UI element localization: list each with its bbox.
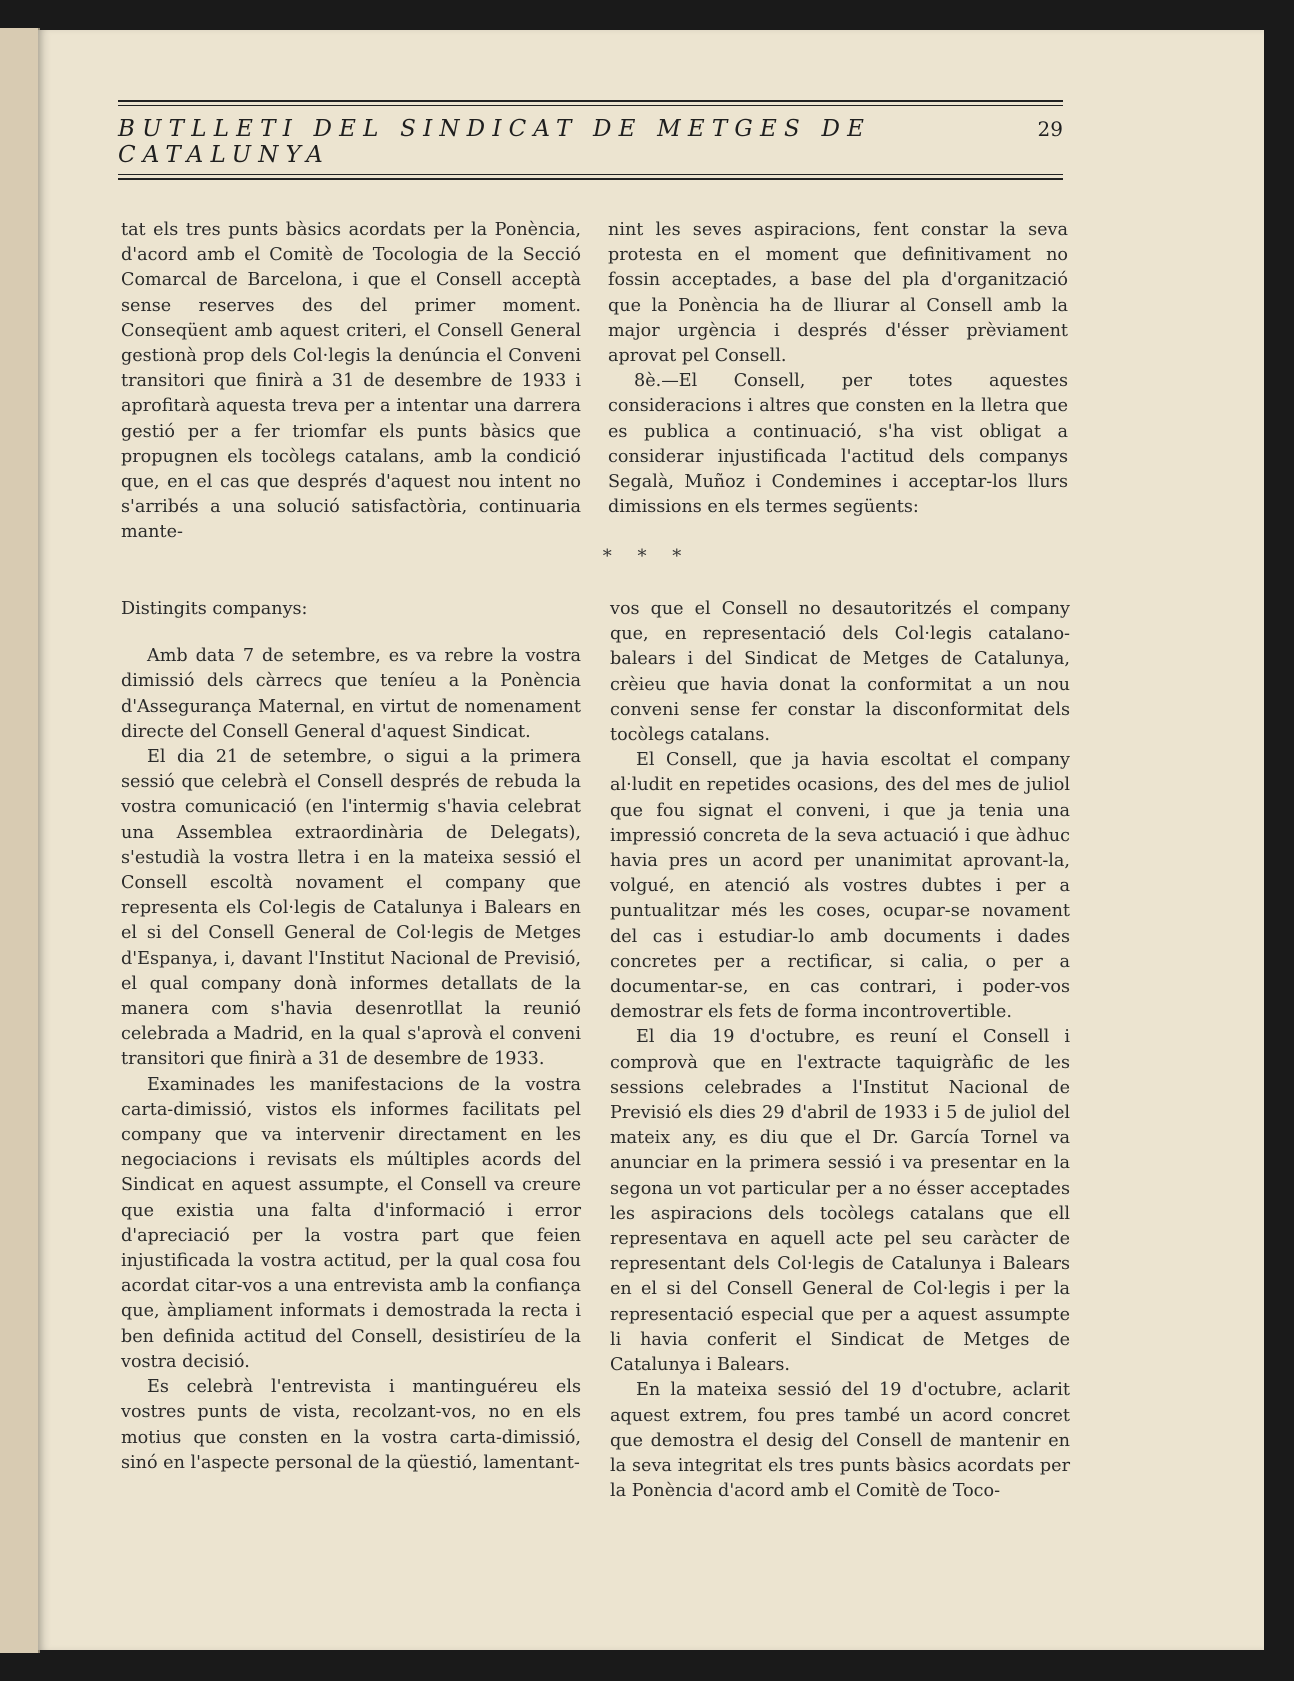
letter-column-left bbox=[121, 597, 581, 1476]
paragraph: vos que el Consell no desautoritzés el company que, en representació dels Col·legis catalano-balears i del Sindicat de Metges de Catalunya, crèieu que havia donat la conformitat a un nou conveni sense fer constar la disconformitat dels tocòlegs catalans. bbox=[610, 599, 1070, 746]
page-number: 29 bbox=[1037, 117, 1063, 141]
paragraph: nint les seves aspiracions, fent constar la seva protesta en el moment que definitivament no fossin acceptades, a base del pla d'organització que la Ponència ha de lliurar al Consell amb la major urgència i després d'ésser prèviament aprovat pel Consell. bbox=[608, 220, 1068, 367]
top-column-right bbox=[608, 218, 1068, 520]
header-rule-top bbox=[118, 100, 1063, 102]
header-rule-top-thin bbox=[118, 105, 1063, 106]
paragraph: Es celebrà l'entrevista i mantinguéreu els vostres punts de vista, recolzant-vos, no en els motius que consten en la vostra carta-dimissió, sinó en l'aspecte personal de la qüestió, lamentant- bbox=[121, 1377, 581, 1473]
facing-page-edge bbox=[0, 28, 40, 1653]
running-title-row bbox=[118, 116, 1063, 168]
paragraph: Amb data 7 de setembre, es va rebre la vostra dimissió dels càrrecs que teníeu a la Ponència d'Assegurança Maternal, en virtut de nomenament directe del Consell General d'aquest Sindicat. bbox=[121, 646, 581, 742]
paragraph: 8è.—El Consell, per totes aquestes consideracions i altres que consten en la lletra que es publica a continuació, s'ha vist obligat a considerar injustificada l'actitud dels companys Segalà, Muñoz i Condemines i acceptar-los llurs dimissions en els termes següents: bbox=[608, 371, 1068, 518]
running-header bbox=[118, 100, 1063, 180]
paragraph: Examinades les manifestacions de la vostra carta-dimissió, vistos els informes facilitats pel company que va intervenir directament en les negociacions i revisats els múltiples acords del Sindicat en aquest assumpte, el Consell va creure que existia una falta d'informació i error d'apreciació per la vostra part que feien injustificada la vostra actitud, per la qual cosa fou acordat citar-vos a una entrevista amb la confiança que, àmpliament informats i demostrada la recta i ben definida actitud del Consell, desistiríeu de la vostra decisió. bbox=[121, 1074, 581, 1372]
paragraph: En la mateixa sessió del 19 d'octubre, aclarit aquest extrem, fou pres també un acord concret que demostra el desig del Consell de mantenir en la seva integritat els tres punts bàsics acordats per la Ponència d'acord amb el Comitè de Toco- bbox=[610, 1380, 1070, 1502]
paragraph: tat els tres punts bàsics acordats per la Ponència, d'acord amb el Comitè de Tocologia de la Secció Comarcal de Barcelona, i que el Consell acceptà sense reserves des del primer moment. Conseqüent amb aquest criteri, el Consell General gestionà prop dels Col·legis la denúncia el Conveni transitori que finirà a 31 de desembre de 1933 i aprofitarà aquesta treva per a intentar una darrera gestió per a fer triomfar els punts bàsics que propugnen els tocòlegs catalans, amb la condició que, en el cas que després d'aquest nou intent no s'arribés a una solució satisfactòria, continuaria mante- bbox=[121, 220, 581, 543]
paragraph: El dia 19 d'octubre, es reuní el Consell i comprovà que en l'extracte taquigràfic de les sessions celebrades a l'Institut Nacional de Previsió els dies 29 d'abril de 1933 i 5 de juliol del mateix any, es diu que el Dr. García Tornel va anunciar en la primera sessió i va presentar en la segona un vot particular per a no ésser acceptades les aspiracions dels tocòlegs catalans que ell representava en aquell acte pel seu caràcter de representant dels Col·legis de Catalunya i Balears en el si del Consell General de Col·legis i per la representació especial que per a aquest assumpte li havia conferit el Sindicat de Metges de Catalunya i Balears. bbox=[610, 1027, 1070, 1376]
letter-salutation: Distingits companys: bbox=[121, 599, 308, 619]
header-rule-bottom-thin bbox=[118, 174, 1063, 175]
paragraph: El Consell, que ja havia escoltat el company al·ludit en repetides ocasions, des del mes de juliol que fou signat el conveni, i que ja tenia una impressió concreta de la seva actuació i que àdhuc havia pres un acord per unanimitat aprovant-la, volgué, en atenció als vostres dubtes i per a puntualitzar més les coses, ocupar-se novament del cas i estudiar-lo amb documents i dades concretes per a rectificar, si calia, o per a documentar-se, en cas contrari, i poder-vos demostrar els fets de forma incontrovertible. bbox=[610, 750, 1070, 1023]
section-separator: * * * bbox=[602, 546, 692, 567]
top-column-left bbox=[121, 218, 581, 546]
header-rule-bottom bbox=[118, 178, 1063, 180]
paragraph: El dia 21 de setembre, o sigui a la primera sessió que celebrà el Consell després de rebuda la vostra comunicació (en l'intermig s'havia celebrat una Assemblea extraordinària de Delegats), s'estudià la vostra lletra i en la mateixa sessió el Consell escoltà novament el company que representa els Col·legis de Catalunya i Balears en el si del Consell General de Col·legis de Metges d'Espanya, i, davant l'Institut Nacional de Previsió, el qual company donà informes detallats de la manera com s'havia desenrotllat la reunió celebrada a Madrid, en la qual s'aprovà el conveni transitori que finirà a 31 de desembre de 1933. bbox=[121, 747, 581, 1070]
letter-column-right bbox=[610, 597, 1070, 1504]
journal-title: BUTLLETI DEL SINDICAT DE METGES DE CATALUNYA bbox=[118, 116, 872, 168]
